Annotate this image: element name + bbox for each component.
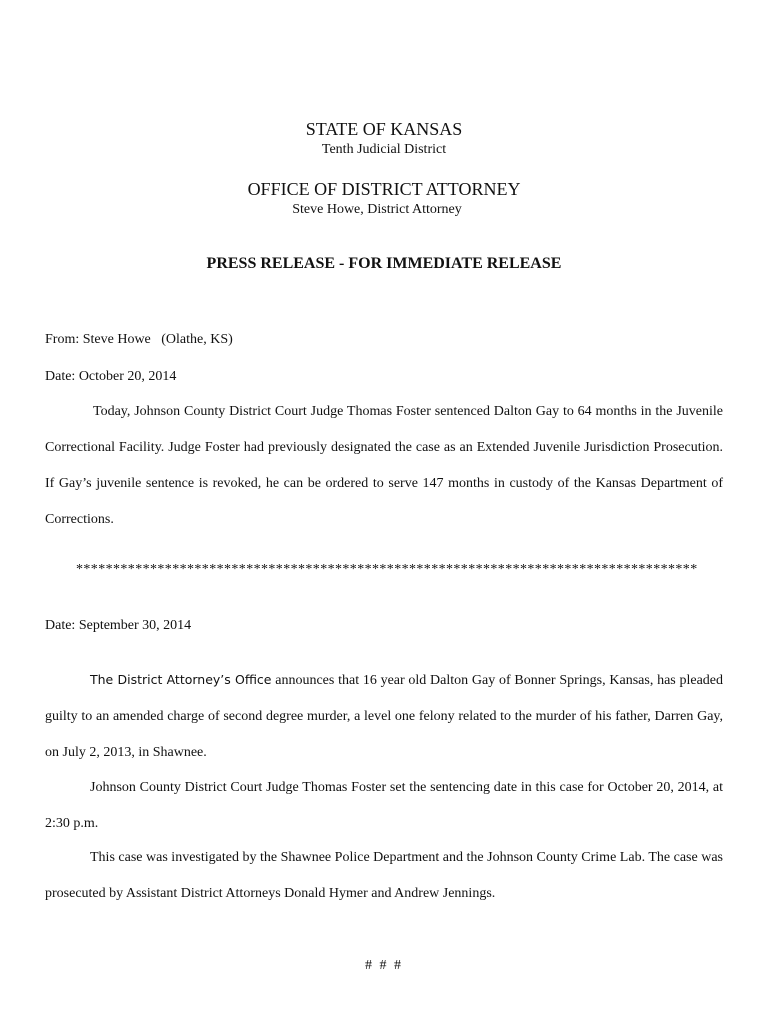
press-release-heading: PRESS RELEASE - FOR IMMEDIATE RELEASE — [206, 255, 562, 272]
office-phrase: The District Attorney’s Office — [90, 672, 272, 687]
from-line: From: Steve Howe (Olathe, KS) — [45, 332, 233, 347]
release2-paragraph-1 — [45, 662, 723, 771]
office-title: OFFICE OF DISTRICT ATTORNEY — [247, 179, 521, 199]
release2-paragraph-3: This case was investigated by the Shawnee Police Department and the Johnson County Crime Lab. The case was prosecuted by Assistant District Attorneys Donald Hymer and Andrew Jennings. — [45, 850, 723, 901]
release2-date: Date: September 30, 2014 — [45, 618, 192, 633]
state-title: STATE OF KANSAS — [305, 119, 463, 139]
release2-paragraph-2: Johnson County District Court Judge Thomas Foster set the sentencing date in this case for October 20, 2014, at 2:30 p.m. — [45, 780, 723, 831]
section-separator: ************************************************************************************ — [76, 562, 698, 577]
district-subtitle: Tenth Judicial District — [321, 142, 447, 157]
release1-date: Date: October 20, 2014 — [45, 369, 177, 384]
release2-paragraph-1-text: announces that 16 year old Dalton Gay of Bonner Springs, Kansas, has pleaded guilty to an amended charge of second degree murder, a level one felony related to the murder of his father, Darren Gay, on July 2, 2013, in Shawnee. — [45, 673, 724, 760]
release1-body: Today, Johnson County District Court Judge Thomas Foster sentenced Dalton Gay to 64 months in the Juvenile Correctional Facility. Judge Foster had previously designated the case as an Extended Juvenile Jurisdiction Prosecution. If Gay’s juvenile sentence is revoked, he can be ordered to serve 147 months in custody of the Kansas Department of Corrections. — [45, 404, 723, 527]
end-mark: # # # — [365, 958, 403, 973]
district-attorney-name: Steve Howe, District Attorney — [292, 202, 462, 217]
